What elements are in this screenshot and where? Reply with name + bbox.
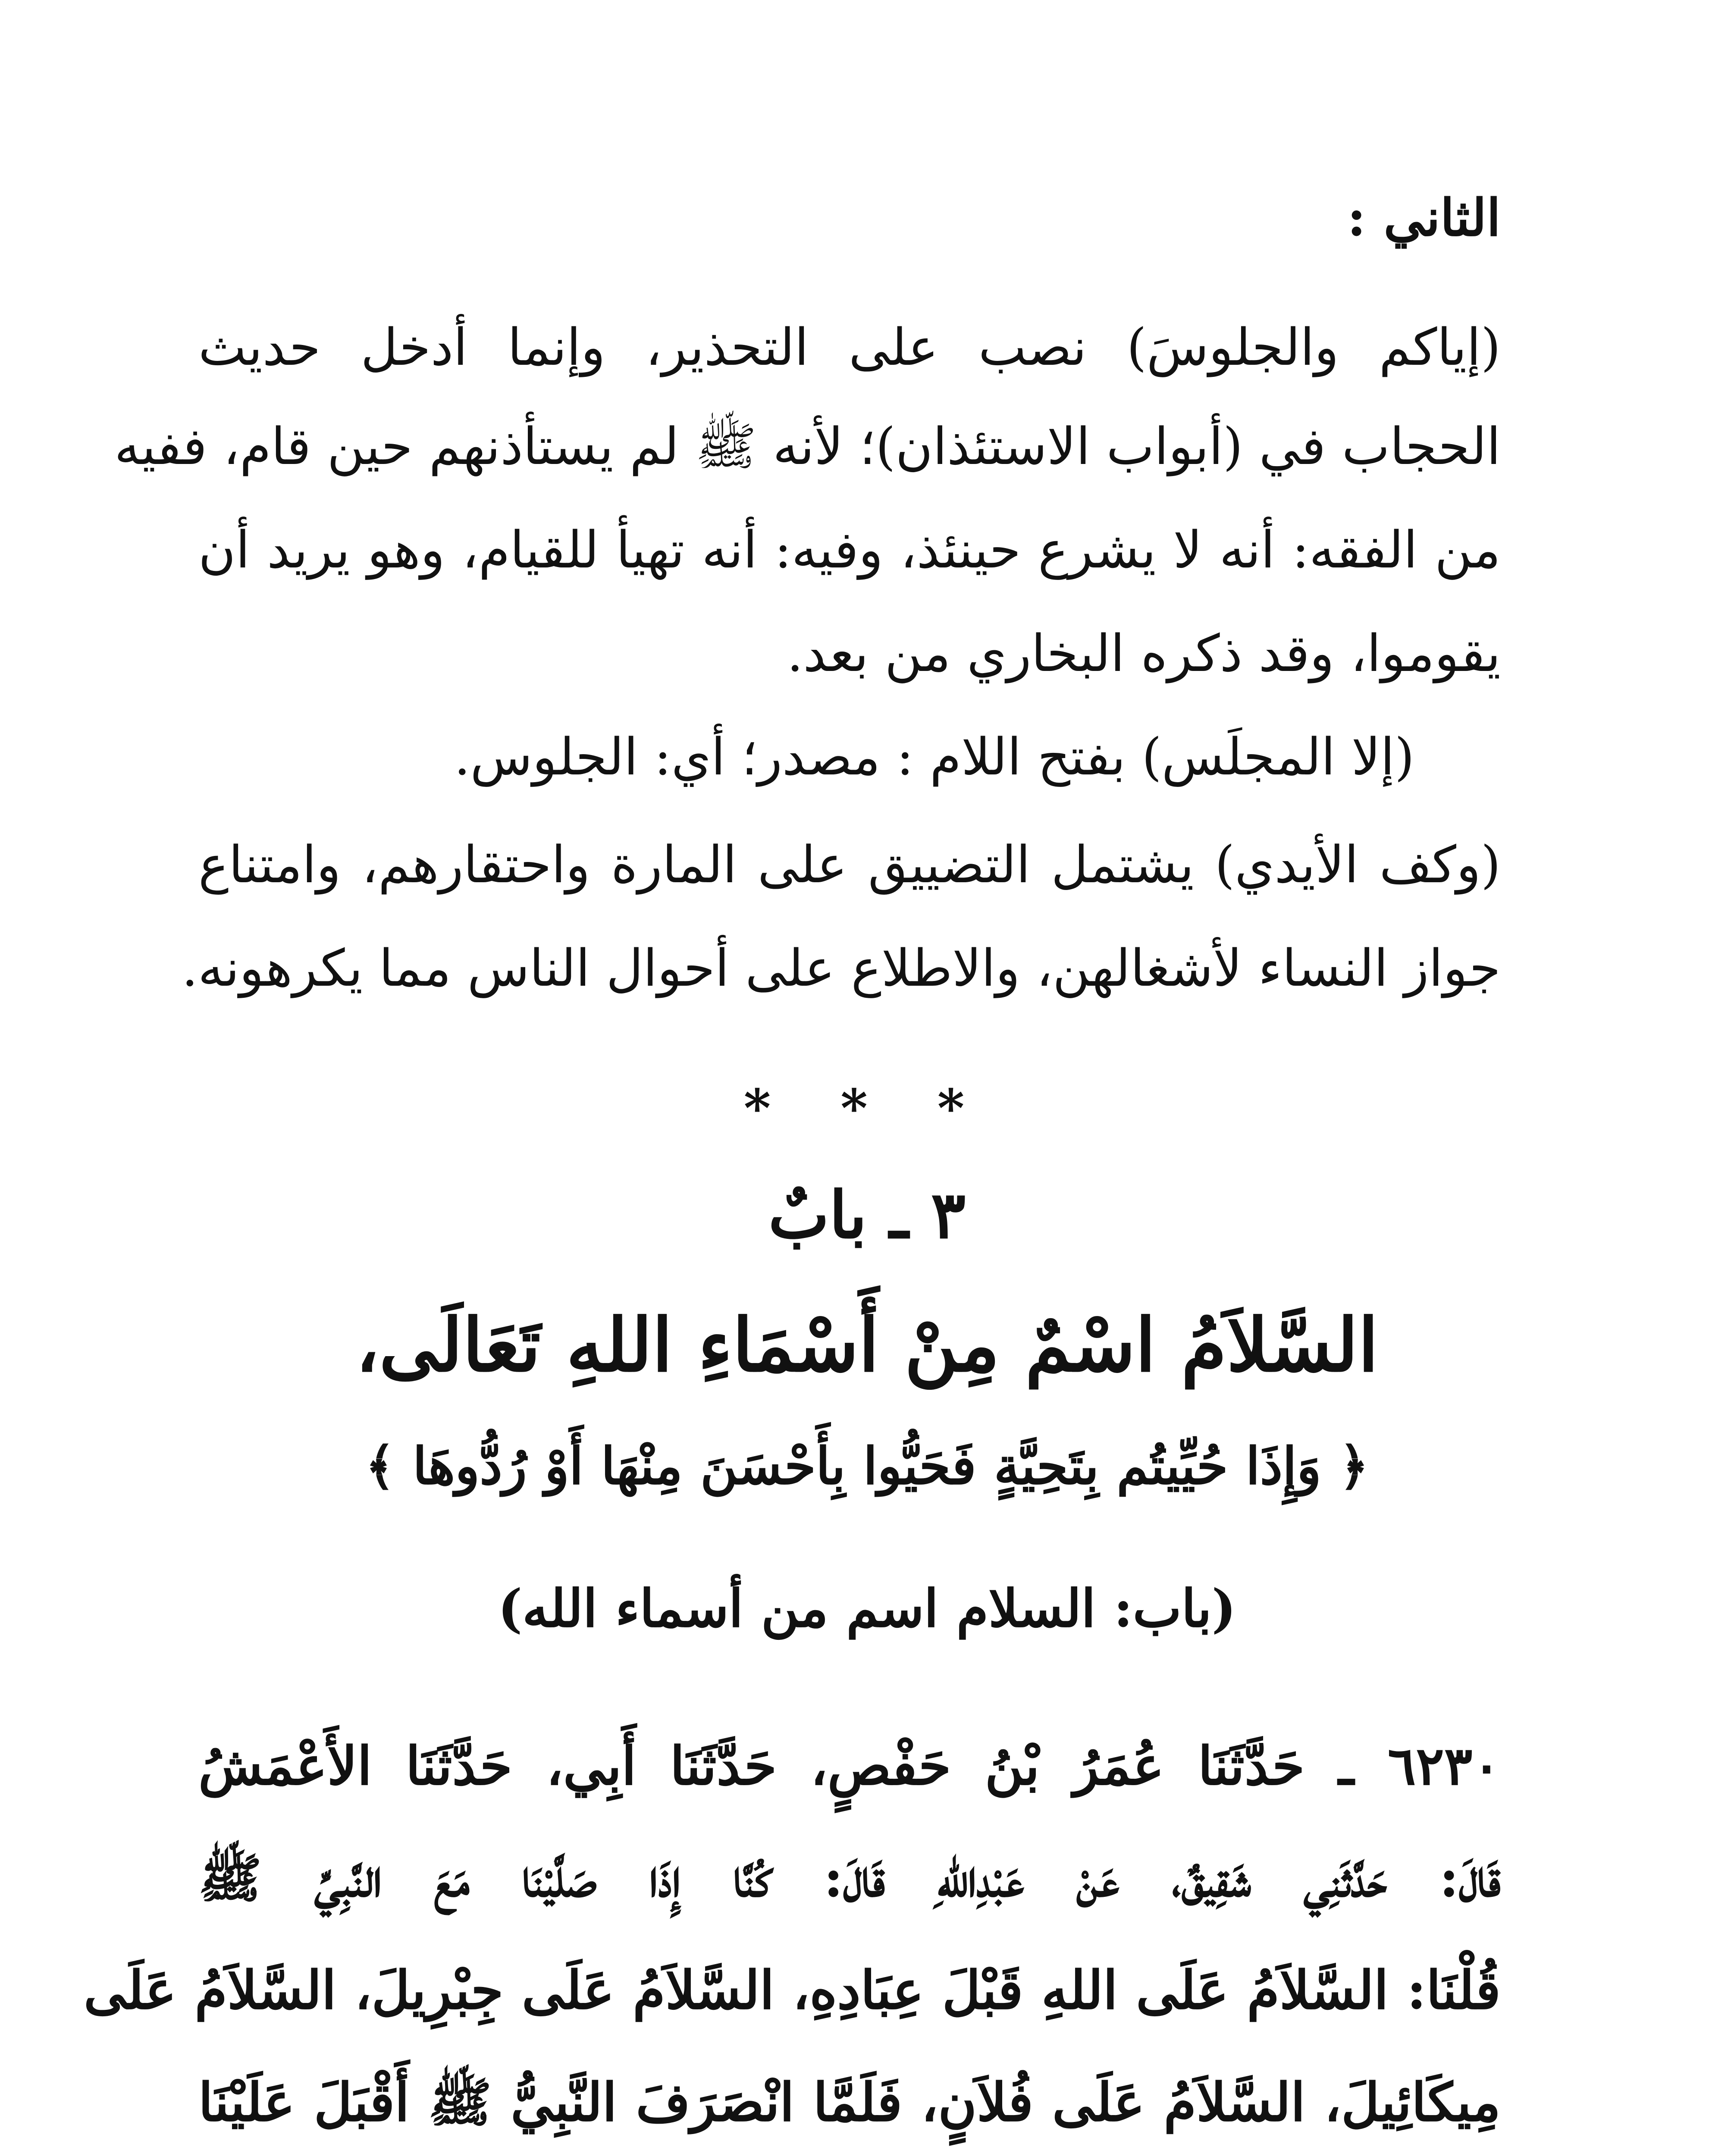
chapter-sub-heading: (باب: السلام اسم من أسماء الله) xyxy=(498,1578,1236,1639)
commentary-line: يقوموا، وقد ذكره البخاري من بعد. xyxy=(787,624,1501,683)
commentary-line: (وكف الأيدي) يشتمل التضييق على المارة واحتقارهم، وامتناع xyxy=(198,835,1501,894)
hadith-line: قَالَ: حَدَّثَنِي شَقِيقٌ، عَنْ عَبْدِاللهِ قَالَ: كُنَّا إِذَا صَلَّيْنَا مَعَ النَّبِيِّ ﷺ xyxy=(198,1847,1501,1909)
section-separator: * * * xyxy=(743,1078,991,1139)
hadith-line: قُلْنَا: السَّلاَمُ عَلَى اللهِ قَبْلَ عِبَادِهِ، السَّلاَمُ عَلَى جِبْرِيلَ، السَّلاَمُ عَلَى xyxy=(84,1959,1501,2021)
commentary-line: جواز النساء لأشغالهن، والاطلاع على أحوال الناس مما يكرهونه. xyxy=(182,938,1501,998)
chapter-title: السَّلاَمُ اسْمٌ مِنْ أَسْمَاءِ اللهِ تَعَالَى، xyxy=(355,1302,1379,1388)
commentary-line: الحجاب في (أبواب الاستئذان)؛ لأنه ﷺ لم يستأذنهم حين قام، ففيه xyxy=(114,417,1501,476)
commentary-line: من الفقه: أنه لا يشرع حينئذ، وفيه: أنه تهيأ للقيام، وهو يريد أن xyxy=(198,520,1501,580)
hadith-section xyxy=(84,1733,1501,2156)
commentary-section xyxy=(114,185,1501,1048)
commentary-heading: الثاني : xyxy=(1347,188,1501,248)
commentary-line: (إلا المجلَس) بفتح اللام : مصدر؛ أي: الجلوس. xyxy=(454,727,1414,787)
quran-verse: ﴿ وَإِذَا حُيِّيتُم بِتَحِيَّةٍ فَحَيُّوا بِأَحْسَنَ مِنْهَا أَوْ رُدُّوهَا ﴾ xyxy=(365,1436,1369,1496)
hadith-line: ٦٢٣٠ ـ حَدَّثَنَا عُمَرُ بْنُ حَفْصٍ، حَدَّثَنَا أَبِي، حَدَّثَنَا الأَعْمَشُ xyxy=(198,1735,1501,1797)
commentary-line: (إياكم والجلوسَ) نصب على التحذير، وإنما أدخل حديث xyxy=(198,317,1501,377)
chapter-number: ٣ ـ بابٌ xyxy=(768,1177,966,1253)
hadith-line: مِيكَائِيلَ، السَّلاَمُ عَلَى فُلاَنٍ، فَلَمَّا انْصَرَفَ النَّبِيُّ ﷺ أَقْبَلَ عَلَيْنَا xyxy=(198,2071,1501,2133)
